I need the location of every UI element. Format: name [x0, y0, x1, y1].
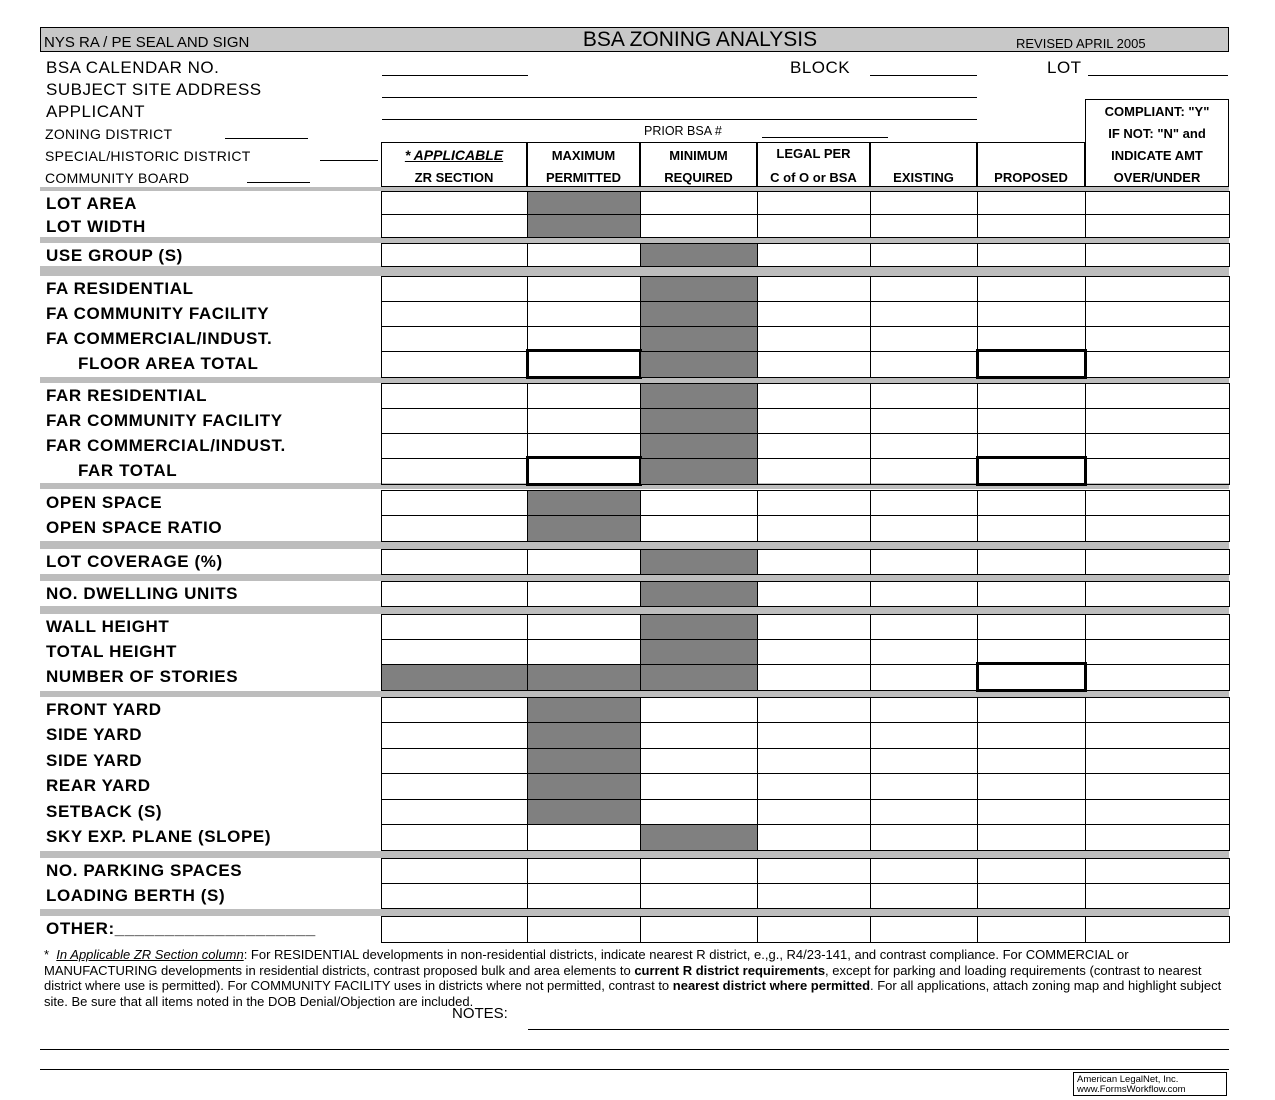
table-cell[interactable]	[870, 433, 978, 459]
special-field[interactable]	[320, 147, 378, 161]
table-cell[interactable]	[1085, 748, 1230, 774]
footnote-lead: In Applicable ZR Section column	[56, 947, 244, 962]
table-cell[interactable]	[870, 722, 978, 749]
group-separator	[40, 606, 1229, 614]
table-cell[interactable]	[1085, 773, 1230, 800]
table-cell[interactable]	[1085, 276, 1230, 302]
footnote-t3: . For all applications, attach zoning map and highlight subject site. Be sure that all items noted in the DOB Denial/Objection are included.	[44, 978, 1222, 1009]
table-cell	[640, 408, 758, 434]
table-cell[interactable]	[381, 858, 528, 884]
group-separator	[40, 574, 1229, 581]
table-cell[interactable]	[527, 243, 641, 267]
table-cell[interactable]	[1085, 639, 1230, 665]
table-cell[interactable]	[381, 191, 528, 215]
table-cell[interactable]	[1085, 458, 1230, 485]
table-cell	[640, 433, 758, 459]
table-cell	[527, 773, 641, 800]
table-cell[interactable]	[870, 858, 978, 884]
table-cell[interactable]	[381, 639, 528, 665]
address-label: SUBJECT SITE ADDRESS	[46, 80, 262, 99]
calendar-label: BSA CALENDAR NO.	[46, 58, 220, 77]
table-cell[interactable]	[870, 748, 978, 774]
col-compliant-l1: COMPLIANT: "Y"	[1104, 104, 1210, 119]
footnote	[44, 947, 1234, 1009]
col-zr-section-sub: ZR SECTION	[414, 170, 494, 185]
table-cell[interactable]	[640, 883, 758, 909]
col-zr-section-title: * APPLICABLE	[404, 147, 504, 163]
table-cell	[640, 549, 758, 575]
table-cell[interactable]	[381, 433, 528, 459]
table-cell[interactable]	[977, 824, 1086, 851]
table-cell[interactable]	[527, 383, 641, 409]
table-cell	[640, 639, 758, 665]
col-min-title: MINIMUM	[669, 148, 728, 163]
table-cell[interactable]	[977, 408, 1086, 434]
col-legal-sub: C of O or BSA	[770, 170, 857, 185]
table-cell[interactable]	[870, 408, 978, 434]
table-cell[interactable]	[381, 326, 528, 352]
table-cell[interactable]	[757, 916, 871, 943]
row-label: NUMBER OF STORIES	[46, 667, 239, 686]
table-cell	[640, 824, 758, 851]
table-cell[interactable]	[527, 581, 641, 607]
table-cell[interactable]	[640, 515, 758, 542]
table-cell[interactable]	[870, 214, 978, 238]
table-cell[interactable]	[527, 276, 641, 302]
table-cell	[527, 490, 641, 516]
table-cell[interactable]	[870, 490, 978, 516]
calendar-field[interactable]	[382, 60, 528, 76]
table-cell[interactable]	[527, 301, 641, 327]
table-cell[interactable]	[1085, 799, 1230, 825]
table-cell[interactable]	[977, 581, 1086, 607]
table-cell[interactable]	[977, 191, 1086, 215]
row-label: FAR COMMERCIAL/INDUST.	[46, 436, 286, 455]
table-cell[interactable]	[757, 883, 871, 909]
notes-line-1[interactable]	[528, 1029, 1229, 1030]
table-cell[interactable]	[640, 748, 758, 774]
table-cell[interactable]	[1085, 581, 1230, 607]
total-cell-highlight	[976, 456, 1087, 486]
table-cell[interactable]	[870, 191, 978, 215]
table-cell[interactable]	[757, 490, 871, 516]
table-cell[interactable]	[757, 191, 871, 215]
brand-line-2: www.FormsWorkflow.com	[1077, 1084, 1186, 1095]
table-cell[interactable]	[381, 351, 528, 378]
col-max-title: MAXIMUM	[551, 148, 616, 163]
table-cell[interactable]	[1085, 351, 1230, 378]
table-cell[interactable]	[381, 490, 528, 516]
table-cell	[640, 614, 758, 640]
row-label: WALL HEIGHT	[46, 617, 170, 636]
table-cell	[527, 191, 641, 215]
table-cell	[640, 351, 758, 378]
table-cell[interactable]	[381, 773, 528, 800]
table-cell[interactable]	[977, 549, 1086, 575]
table-cell[interactable]	[757, 433, 871, 459]
table-cell[interactable]	[640, 722, 758, 749]
row-label: OPEN SPACE RATIO	[46, 518, 223, 537]
col-legal-title: LEGAL PER	[776, 146, 851, 161]
table-cell[interactable]	[527, 858, 641, 884]
table-cell[interactable]	[381, 383, 528, 409]
table-cell[interactable]	[527, 549, 641, 575]
table-cell[interactable]	[977, 722, 1086, 749]
table-cell[interactable]	[381, 722, 528, 749]
table-cell[interactable]	[870, 549, 978, 575]
row-label: SIDE YARD	[46, 751, 143, 770]
table-cell[interactable]	[381, 748, 528, 774]
group-separator	[40, 541, 1229, 549]
table-cell[interactable]	[757, 773, 871, 800]
table-cell[interactable]	[870, 276, 978, 302]
zoning-field[interactable]	[225, 125, 308, 139]
table-cell[interactable]	[640, 490, 758, 516]
notes-line-3[interactable]	[40, 1069, 1229, 1070]
table-cell[interactable]	[1085, 301, 1230, 327]
table-cell[interactable]	[977, 383, 1086, 409]
prior-bsa-field[interactable]	[762, 124, 888, 138]
table-cell[interactable]	[977, 276, 1086, 302]
row-label: FA COMMUNITY FACILITY	[46, 304, 270, 323]
col-max-sub: PERMITTED	[545, 170, 622, 185]
table-cell[interactable]	[870, 824, 978, 851]
special-label: SPECIAL/HISTORIC DISTRICT	[45, 148, 251, 164]
table-cell[interactable]	[977, 490, 1086, 516]
table-cell[interactable]	[381, 799, 528, 825]
table-cell[interactable]	[757, 351, 871, 378]
table-cell	[527, 799, 641, 825]
row-label: LOT COVERAGE (%)	[46, 552, 223, 571]
table-cell	[527, 722, 641, 749]
group-separator	[40, 851, 1229, 858]
table-cell[interactable]	[1085, 697, 1230, 723]
table-cell	[640, 581, 758, 607]
table-cell[interactable]	[1085, 515, 1230, 542]
row-label: FA RESIDENTIAL	[46, 279, 194, 298]
block-label: BLOCK	[790, 58, 851, 77]
table-cell[interactable]	[757, 243, 871, 267]
col-proposed-sub: PROPOSED	[994, 170, 1068, 185]
table-cell	[527, 748, 641, 774]
table-cell[interactable]	[640, 697, 758, 723]
table-cell[interactable]	[757, 408, 871, 434]
notes-line-2[interactable]	[40, 1049, 1229, 1050]
board-field[interactable]	[247, 169, 310, 183]
board-label: COMMUNITY BOARD	[45, 170, 190, 186]
table-cell[interactable]	[870, 581, 978, 607]
total-cell-highlight	[976, 662, 1087, 692]
table-cell[interactable]	[1085, 408, 1230, 434]
table-cell[interactable]	[977, 773, 1086, 800]
table-cell[interactable]	[381, 276, 528, 302]
group-separator	[40, 909, 1229, 916]
table-cell	[640, 664, 758, 691]
table-cell[interactable]	[757, 214, 871, 238]
table-cell[interactable]	[381, 301, 528, 327]
table-cell[interactable]	[870, 916, 978, 943]
table-cell[interactable]	[977, 916, 1086, 943]
table-cell[interactable]	[527, 614, 641, 640]
table-cell	[527, 697, 641, 723]
table-cell[interactable]	[870, 458, 978, 485]
table-cell[interactable]	[1085, 383, 1230, 409]
zoning-label: ZONING DISTRICT	[45, 126, 173, 142]
table-cell[interactable]	[870, 697, 978, 723]
table-cell[interactable]	[757, 799, 871, 825]
table-cell[interactable]	[1085, 824, 1230, 851]
table-cell[interactable]	[1085, 326, 1230, 352]
lot-label: LOT	[1047, 58, 1082, 77]
table-cell[interactable]	[381, 824, 528, 851]
form-title: BSA ZONING ANALYSIS	[582, 28, 818, 51]
table-cell[interactable]	[381, 549, 528, 575]
table-cell[interactable]	[977, 515, 1086, 542]
address-field[interactable]	[382, 83, 977, 98]
table-cell[interactable]	[640, 773, 758, 800]
table-cell[interactable]	[977, 883, 1086, 909]
table-cell[interactable]	[1085, 858, 1230, 884]
total-cell-highlight	[976, 349, 1087, 379]
row-label: REAR YARD	[46, 776, 151, 795]
brand-box	[1073, 1072, 1227, 1096]
table-cell[interactable]	[1085, 916, 1230, 943]
prior-bsa-label: PRIOR BSA #	[644, 124, 722, 138]
table-cell[interactable]	[381, 697, 528, 723]
table-cell[interactable]	[381, 243, 528, 267]
table-cell[interactable]	[870, 664, 978, 691]
table-cell[interactable]	[757, 581, 871, 607]
table-cell[interactable]	[640, 916, 758, 943]
table-cell[interactable]	[757, 824, 871, 851]
table-cell[interactable]	[757, 748, 871, 774]
table-cell[interactable]	[381, 883, 528, 909]
table-cell[interactable]	[757, 276, 871, 302]
footnote-t2: , except for parking and loading requirements (contrast to nearest district where use is permitted). For COMMUNITY FACILITY uses in districts where not permitted, contrast to	[44, 962, 1202, 993]
table-cell[interactable]	[381, 614, 528, 640]
table-cell[interactable]	[757, 697, 871, 723]
col-existing-sub: EXISTING	[893, 170, 954, 185]
table-cell[interactable]	[757, 458, 871, 485]
col-min-sub: REQUIRED	[664, 170, 733, 185]
notes-label: NOTES:	[452, 1005, 508, 1022]
table-cell[interactable]	[870, 326, 978, 352]
row-label: SETBACK (S)	[46, 802, 163, 821]
table-cell[interactable]	[977, 301, 1086, 327]
table-cell[interactable]	[977, 799, 1086, 825]
row-label: LOT AREA	[46, 194, 138, 213]
table-cell	[640, 326, 758, 352]
table-cell	[640, 276, 758, 302]
table-cell[interactable]	[1085, 614, 1230, 640]
table-cell[interactable]	[977, 858, 1086, 884]
row-label: OTHER:____________________	[46, 919, 316, 938]
row-label: FAR COMMUNITY FACILITY	[46, 411, 283, 430]
applicant-field[interactable]	[382, 105, 977, 120]
table-cell[interactable]	[977, 614, 1086, 640]
table-cell[interactable]	[757, 614, 871, 640]
table-cell[interactable]	[870, 799, 978, 825]
revised-label: REVISED APRIL 2005	[1016, 36, 1146, 51]
row-label: LOADING BERTH (S)	[46, 886, 226, 905]
table-cell[interactable]	[757, 515, 871, 542]
table-cell[interactable]	[757, 326, 871, 352]
row-label: NO. PARKING SPACES	[46, 861, 243, 880]
table-cell[interactable]	[870, 243, 978, 267]
table-cell[interactable]	[757, 301, 871, 327]
table-cell[interactable]	[527, 824, 641, 851]
table-cell[interactable]	[1085, 722, 1230, 749]
table-cell[interactable]	[1085, 433, 1230, 459]
row-label: OPEN SPACE	[46, 493, 163, 512]
col-compliant-l3: INDICATE AMT	[1111, 148, 1203, 163]
table-cell[interactable]	[757, 639, 871, 665]
footnote-t1: : For RESIDENTIAL developments in non-residential districts, indicate nearest R district, e.,g., R4/23-141, and contrast compliance. For COMMERCIAL or MANUFACTURING developments in residential districts, contrast proposed bulk and area elements to	[44, 947, 1129, 978]
col-compliant-l4: OVER/UNDER	[1113, 170, 1201, 185]
lot-field[interactable]	[1088, 60, 1228, 76]
table-cell	[381, 664, 528, 691]
table-cell[interactable]	[757, 549, 871, 575]
col-compliant-l2: IF NOT: "N" and	[1108, 126, 1206, 141]
table-cell[interactable]	[1085, 883, 1230, 909]
row-label: FLOOR AREA TOTAL	[78, 354, 259, 373]
table-cell[interactable]	[527, 639, 641, 665]
table-cell	[640, 383, 758, 409]
row-label: FRONT YARD	[46, 700, 162, 719]
total-cell-highlight	[526, 456, 642, 486]
table-cell	[527, 515, 641, 542]
table-cell[interactable]	[381, 214, 528, 238]
brand-line-1: American LegalNet, Inc.	[1077, 1074, 1179, 1085]
row-label: FA COMMERCIAL/INDUST.	[46, 329, 273, 348]
table-cell[interactable]	[1085, 490, 1230, 516]
table-cell[interactable]	[757, 383, 871, 409]
row-label: LOT WIDTH	[46, 217, 146, 236]
table-cell[interactable]	[757, 722, 871, 749]
table-cell[interactable]	[870, 351, 978, 378]
seal-label: NYS RA / PE SEAL AND SIGN	[44, 34, 250, 51]
table-cell[interactable]	[870, 773, 978, 800]
block-field[interactable]	[870, 60, 977, 76]
table-cell[interactable]	[381, 916, 528, 943]
table-cell[interactable]	[1085, 549, 1230, 575]
table-cell[interactable]	[527, 408, 641, 434]
table-cell[interactable]	[757, 664, 871, 691]
table-cell[interactable]	[977, 214, 1086, 238]
total-cell-highlight	[526, 349, 642, 379]
table-cell[interactable]	[870, 301, 978, 327]
table-cell[interactable]	[640, 799, 758, 825]
row-label: USE GROUP (S)	[46, 246, 183, 265]
table-cell[interactable]	[870, 883, 978, 909]
row-label: NO. DWELLING UNITS	[46, 584, 239, 603]
table-cell[interactable]	[640, 191, 758, 215]
table-cell[interactable]	[1085, 191, 1230, 215]
row-label: SKY EXP. PLANE (SLOPE)	[46, 827, 272, 846]
table-cell[interactable]	[977, 748, 1086, 774]
table-cell[interactable]	[640, 858, 758, 884]
table-cell[interactable]	[640, 214, 758, 238]
row-label: TOTAL HEIGHT	[46, 642, 177, 661]
table-cell	[640, 458, 758, 485]
table-cell[interactable]	[381, 408, 528, 434]
row-label: SIDE YARD	[46, 725, 143, 744]
table-cell[interactable]	[870, 515, 978, 542]
table-cell[interactable]	[870, 639, 978, 665]
table-cell	[527, 664, 641, 691]
table-cell	[640, 301, 758, 327]
applicant-label: APPLICANT	[46, 102, 145, 121]
table-cell[interactable]	[527, 883, 641, 909]
footnote-star: *	[44, 947, 50, 962]
footnote-b2: nearest district where permitted	[672, 978, 871, 993]
table-cell[interactable]	[1085, 214, 1230, 238]
table-cell	[640, 243, 758, 267]
table-cell[interactable]	[1085, 664, 1230, 691]
table-cell	[527, 214, 641, 238]
table-cell[interactable]	[757, 858, 871, 884]
table-cell[interactable]	[977, 697, 1086, 723]
table-cell[interactable]	[381, 515, 528, 542]
table-cell[interactable]	[870, 614, 978, 640]
table-cell[interactable]	[381, 581, 528, 607]
row-label: FAR TOTAL	[78, 461, 178, 480]
table-cell[interactable]	[381, 458, 528, 485]
table-cell[interactable]	[870, 383, 978, 409]
row-label: FAR RESIDENTIAL	[46, 386, 208, 405]
table-cell[interactable]	[977, 243, 1086, 267]
table-cell[interactable]	[1085, 243, 1230, 267]
table-cell[interactable]	[527, 916, 641, 943]
footnote-b1: current R district requirements	[634, 962, 826, 978]
